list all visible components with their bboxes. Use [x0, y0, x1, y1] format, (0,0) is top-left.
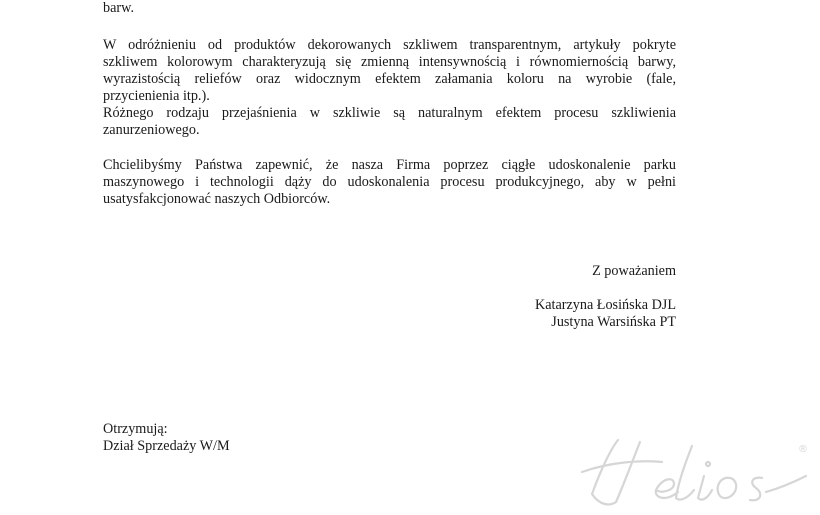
- paragraph-line: przycienienia itp.).: [103, 88, 210, 104]
- registered-mark: ®: [798, 444, 808, 455]
- recipients-label: Otrzymują:: [103, 421, 168, 437]
- paragraph-line: szkliwem kolorowym charakteryzują się zmienną intensywnością i równomiernością barwy,: [103, 54, 676, 70]
- signature-name: Katarzyna Łosińska DJL: [534, 297, 676, 313]
- recipients-block: [103, 421, 230, 455]
- paragraph-end-word: barw.: [103, 0, 134, 16]
- recipient-item: Dział Sprzedaży W/M: [103, 438, 230, 454]
- paragraph-glaze-description: [103, 37, 676, 139]
- paragraph-line: W odróżnieniu od produktów dekorowanych szkliwem transparentnym, artykuły pokryte: [103, 37, 676, 53]
- paragraph-line: maszynowego i technologii dąży do udoskonalenia procesu produkcyjnego, aby w pełni: [103, 174, 676, 190]
- signature-name: Justyna Warsińska PT: [551, 314, 676, 330]
- paragraph-line: zanurzeniowego.: [103, 122, 200, 138]
- paragraph-line: usatysfakcjonować naszych Odbiorców.: [103, 191, 331, 207]
- closing-salutation: Z poważaniem: [592, 263, 676, 279]
- helios-watermark-logo: [570, 432, 815, 512]
- paragraph-line: Chcielibyśmy Państwa zapewnić, że nasza Firma poprzez ciągłe udoskonalenie parku: [103, 157, 676, 173]
- paragraph-end-fragment: [103, 0, 134, 17]
- paragraph-line: Różnego rodzaju przejaśnienia w szkliwie są naturalnym efektem procesu szkliwienia: [103, 105, 676, 121]
- signature-block: [376, 297, 676, 331]
- paragraph-line: wyrazistością reliefów oraz widocznym efektem załamania koloru na wyrobie (fale,: [103, 71, 676, 87]
- paragraph-company-assurance: [103, 157, 676, 208]
